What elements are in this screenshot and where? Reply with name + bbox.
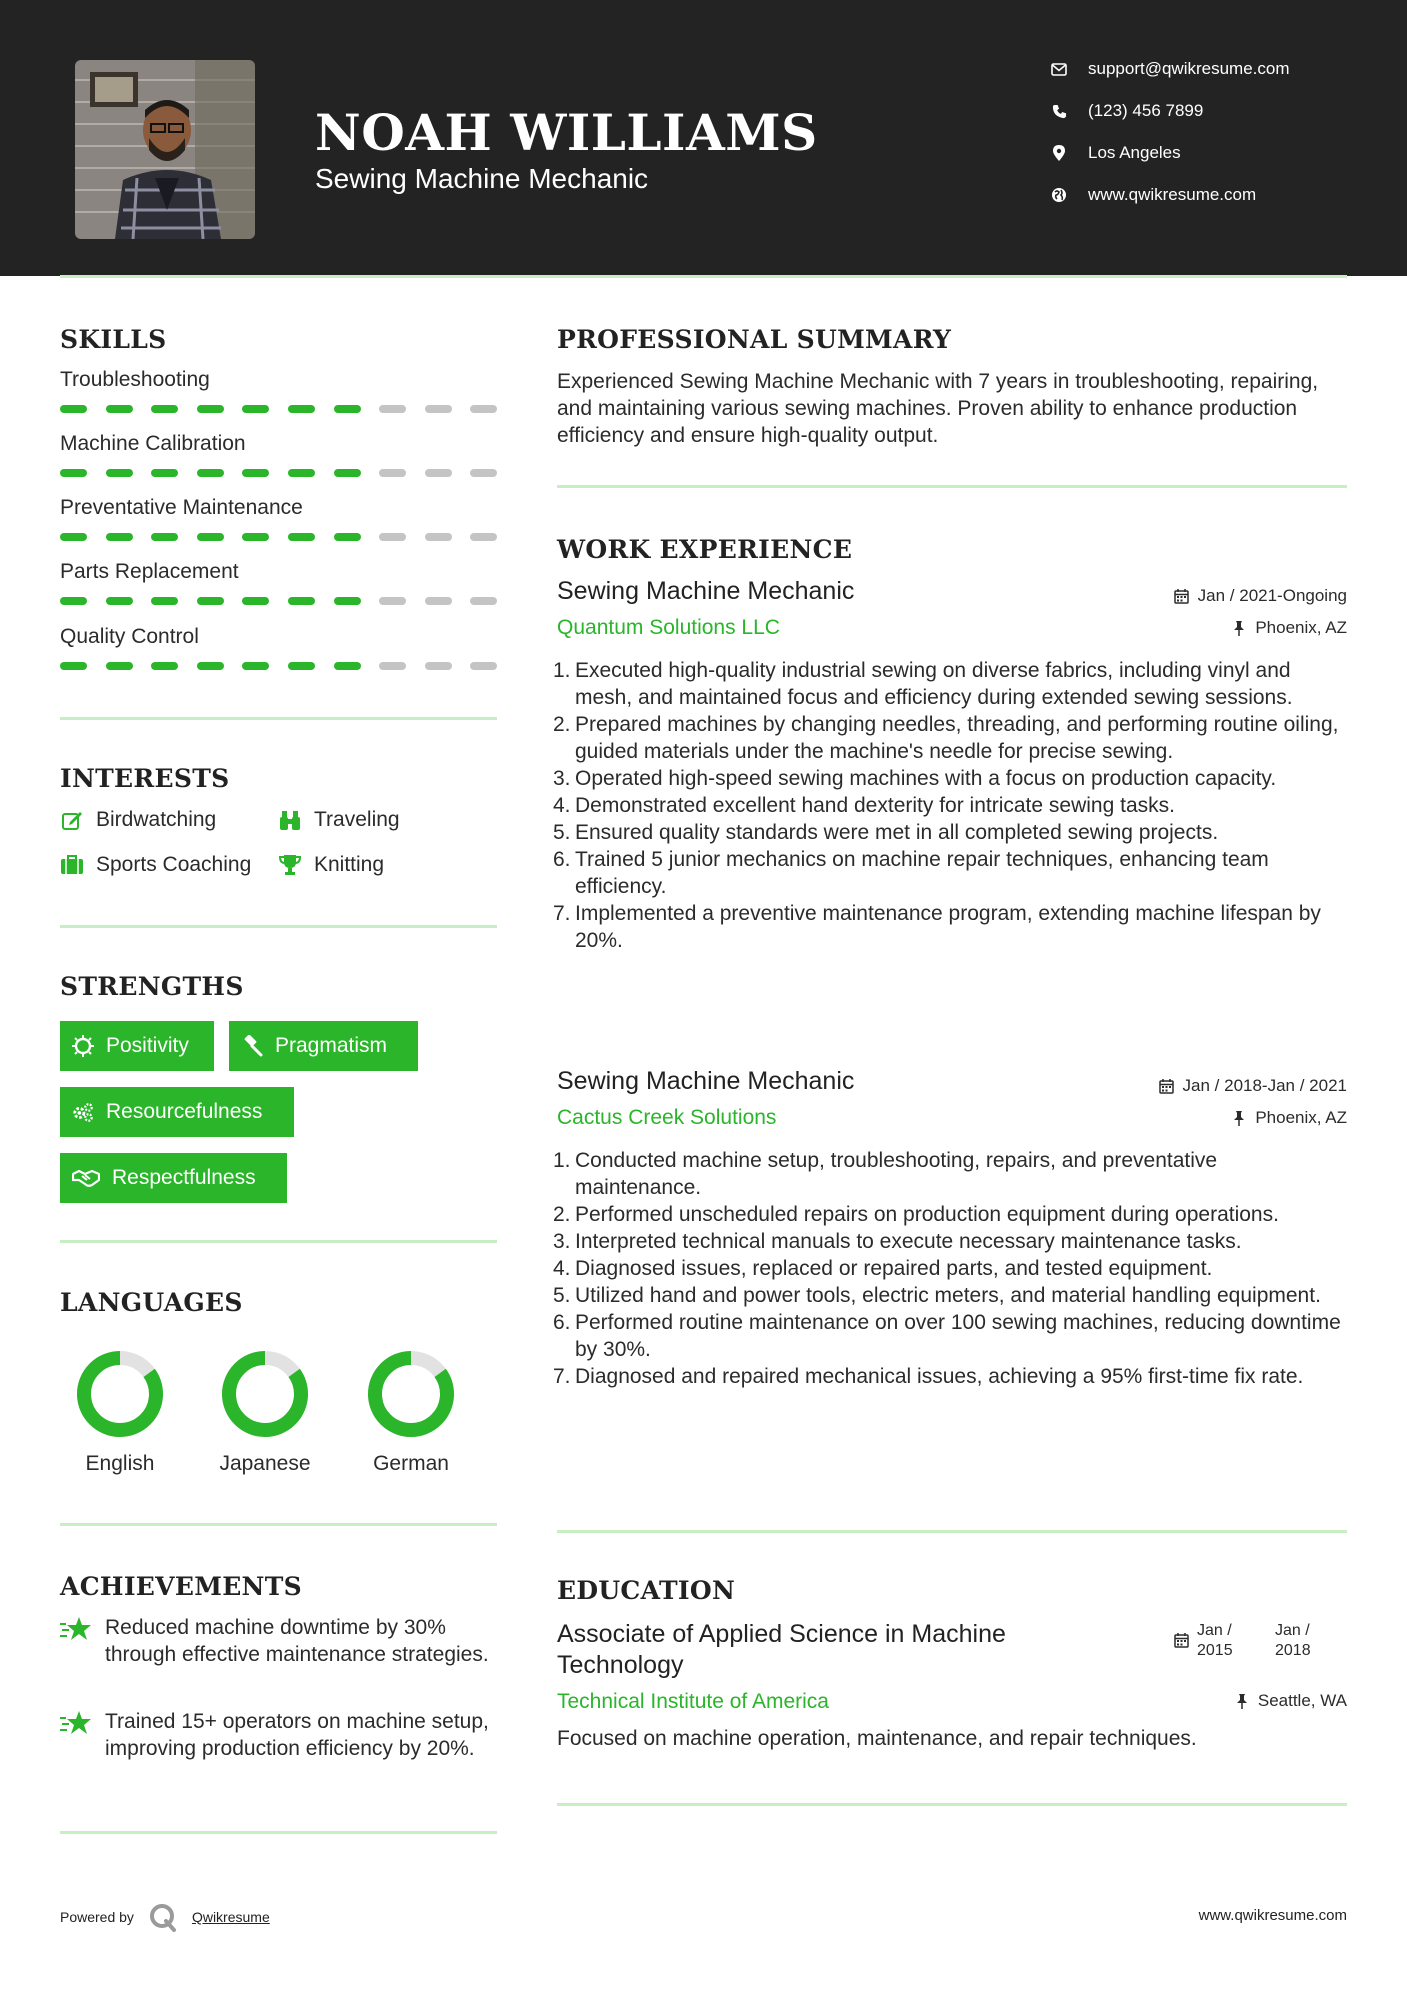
company-name: Cactus Creek Solutions xyxy=(557,1106,777,1129)
interest-label: Traveling xyxy=(314,808,400,831)
list-number: 1. xyxy=(553,659,571,682)
language-item xyxy=(65,1348,175,1476)
skill-dot-empty xyxy=(425,597,452,605)
skill-dot-filled xyxy=(288,405,315,413)
skill-dot-filled xyxy=(151,469,178,477)
skill-dot-empty xyxy=(379,662,406,670)
skill-dot-filled xyxy=(197,662,224,670)
list-number: 1. xyxy=(553,1149,571,1172)
responsibility-item xyxy=(553,711,1347,765)
qwikresume-logo-icon xyxy=(148,1902,178,1932)
skill-label: Machine Calibration xyxy=(60,432,246,455)
calendar-icon xyxy=(1159,1078,1175,1094)
responsibility-item xyxy=(553,1147,1347,1201)
skill-dot-filled xyxy=(242,597,269,605)
language-proficiency-ring xyxy=(74,1348,166,1440)
strength-label: Positivity xyxy=(106,1034,189,1057)
qwikresume-link[interactable]: Qwikresume xyxy=(191,1909,270,1925)
achievements-heading: ACHIEVEMENTS xyxy=(60,1572,302,1601)
skill-dot-filled xyxy=(60,662,87,670)
skills-heading: SKILLS xyxy=(60,325,167,354)
responsibility-text: Interpreted technical manuals to execute necessary maintenance tasks. xyxy=(575,1230,1242,1253)
skill-dot-filled xyxy=(151,597,178,605)
section-divider xyxy=(557,1530,1347,1533)
skill-level-meter xyxy=(60,405,497,413)
education-heading: EDUCATION xyxy=(557,1576,736,1605)
candidate-title: Sewing Machine Mechanic xyxy=(315,163,649,194)
skill-dot-empty xyxy=(379,597,406,605)
education-end: Jan / 2018 xyxy=(1275,1622,1311,1659)
job-date-text: Jan / 2018-Jan / 2021 xyxy=(1182,1076,1347,1095)
language-name: German xyxy=(373,1452,449,1475)
strength-badge xyxy=(60,1153,287,1203)
responsibility-item xyxy=(553,846,1347,900)
education-location-text: Seattle, WA xyxy=(1257,1691,1347,1710)
interest-item xyxy=(60,853,251,877)
pushpin-icon xyxy=(1234,1693,1250,1709)
list-number: 2. xyxy=(553,1203,571,1226)
pushpin-icon xyxy=(1231,620,1247,636)
list-number: 7. xyxy=(553,902,571,925)
list-number: 6. xyxy=(553,1311,571,1334)
skill-dot-filled xyxy=(334,469,361,477)
skill-dot-filled xyxy=(197,405,224,413)
skill-dot-empty xyxy=(425,469,452,477)
skill-dot-filled xyxy=(288,469,315,477)
skill-level-meter xyxy=(60,469,497,477)
profile-photo xyxy=(75,60,255,239)
resume-header xyxy=(0,0,1407,276)
interest-label: Birdwatching xyxy=(96,808,217,831)
strength-badge xyxy=(229,1021,418,1071)
education-start: Jan / 2015 xyxy=(1197,1622,1233,1659)
list-number: 5. xyxy=(553,821,571,844)
job-location xyxy=(1231,618,1347,638)
handshake-icon xyxy=(72,1167,100,1189)
responsibility-text: Conducted machine setup, troubleshooting, repairs, and preventative maintenance. xyxy=(575,1149,1218,1199)
skill-level-meter xyxy=(60,597,497,605)
responsibility-item xyxy=(553,819,1347,846)
responsibility-item xyxy=(553,900,1347,954)
strengths-heading: STRENGTHS xyxy=(60,972,244,1001)
skill-dot-empty xyxy=(425,405,452,413)
footer-website[interactable]: www.qwikresume.com xyxy=(1198,1907,1347,1924)
calendar-icon xyxy=(1173,1632,1189,1648)
skill-label: Preventative Maintenance xyxy=(60,496,303,519)
powered-by-text: Powered by xyxy=(60,1909,134,1925)
responsibility-item xyxy=(553,1282,1347,1309)
skill-dot-filled xyxy=(288,597,315,605)
experience-heading: WORK EXPERIENCE xyxy=(557,535,853,564)
contact-email-text: support@qwikresume.com xyxy=(1088,59,1290,78)
skill-dot-filled xyxy=(242,533,269,541)
skill-dot-filled xyxy=(60,533,87,541)
footer-powered-by xyxy=(60,1902,270,1932)
school-name: Technical Institute of America xyxy=(557,1690,829,1713)
skill-dot-empty xyxy=(470,662,497,670)
skill-dot-empty xyxy=(379,533,406,541)
skill-dot-filled xyxy=(60,597,87,605)
skill-dot-empty xyxy=(379,405,406,413)
skill-dot-filled xyxy=(106,597,133,605)
skill-dot-filled xyxy=(106,533,133,541)
responsibility-text: Operated high-speed sewing machines with a focus on production capacity. xyxy=(575,767,1277,790)
job-date xyxy=(1174,586,1347,606)
responsibility-text: Performed routine maintenance on over 100 sewing machines, reducing downtime by 30%. xyxy=(575,1311,1341,1361)
responsibility-item xyxy=(553,657,1347,711)
contact-phone-text: (123) 456 7899 xyxy=(1088,101,1204,120)
language-proficiency-ring xyxy=(219,1348,311,1440)
summary-text: Experienced Sewing Machine Mechanic with 7 years in troubleshooting, repairing, and maintaining various sewing machines. Proven ability to enhance production efficiency and ensure high-quality output. xyxy=(557,370,1319,447)
responsibility-text: Diagnosed and repaired mechanical issues, achieving a 95% first-time fix rate. xyxy=(575,1365,1304,1388)
skill-dot-filled xyxy=(242,662,269,670)
list-number: 2. xyxy=(553,713,571,736)
summary-heading: PROFESSIONAL SUMMARY xyxy=(557,325,952,354)
interest-label: Sports Coaching xyxy=(96,853,252,876)
responsibility-text: Trained 5 junior mechanics on machine repair techniques, enhancing team efficiency. xyxy=(575,848,1269,898)
skill-dot-filled xyxy=(151,533,178,541)
responsibility-text: Demonstrated excellent hand dexterity for intricate sewing tasks. xyxy=(575,794,1175,817)
list-number: 7. xyxy=(553,1365,571,1388)
skill-dot-filled xyxy=(288,533,315,541)
calendar-icon xyxy=(1174,588,1190,604)
job-location-text: Phoenix, AZ xyxy=(1255,1108,1347,1127)
skill-dot-filled xyxy=(242,469,269,477)
section-divider xyxy=(557,485,1347,488)
skill-dot-filled xyxy=(288,662,315,670)
language-item xyxy=(210,1348,320,1476)
job-location xyxy=(1231,1108,1347,1128)
list-number: 4. xyxy=(553,1257,571,1280)
section-divider xyxy=(60,925,497,928)
globe-icon xyxy=(1050,186,1068,204)
responsibility-item xyxy=(553,1228,1347,1255)
section-divider xyxy=(60,1240,497,1243)
responsibility-item xyxy=(553,765,1347,792)
section-divider xyxy=(60,1831,497,1834)
briefcase-icon xyxy=(60,853,84,877)
skill-label: Troubleshooting xyxy=(60,368,210,391)
pushpin-icon xyxy=(1231,1110,1247,1126)
strength-label: Resourcefulness xyxy=(106,1100,263,1123)
interest-item xyxy=(278,853,384,877)
skill-dot-empty xyxy=(425,533,452,541)
skill-dot-empty xyxy=(425,662,452,670)
skill-dot-filled xyxy=(151,405,178,413)
star-badge-icon xyxy=(60,1710,90,1736)
trophy-icon xyxy=(278,853,302,877)
responsibility-item xyxy=(553,1363,1347,1390)
education-description: Focused on machine operation, maintenance, and repair techniques. xyxy=(557,1727,1197,1750)
education-location xyxy=(1234,1691,1347,1711)
skill-dot-filled xyxy=(106,662,133,670)
skill-dot-filled xyxy=(106,469,133,477)
interest-item xyxy=(278,808,400,832)
binoculars-icon xyxy=(278,808,302,832)
list-number: 3. xyxy=(553,767,571,790)
list-number: 3. xyxy=(553,1230,571,1253)
languages-heading: LANGUAGES xyxy=(60,1288,243,1317)
contact-email[interactable] xyxy=(1050,56,1290,82)
gears-icon xyxy=(72,1101,94,1123)
job-date-text: Jan / 2021-Ongoing xyxy=(1197,586,1347,605)
skill-level-meter xyxy=(60,533,497,541)
responsibility-text: Executed high-quality industrial sewing on diverse fabrics, including vinyl and mesh, and maintained focus and efficiency during extended sewing sessions. xyxy=(575,659,1293,709)
language-proficiency-ring xyxy=(365,1348,457,1440)
language-item xyxy=(356,1348,466,1476)
edit-icon xyxy=(60,808,84,832)
skill-dot-filled xyxy=(151,662,178,670)
contact-location xyxy=(1050,140,1181,166)
skill-dot-filled xyxy=(197,469,224,477)
responsibility-text: Utilized hand and power tools, electric meters, and material handling equipment. xyxy=(575,1284,1321,1307)
list-number: 4. xyxy=(553,794,571,817)
company-name: Quantum Solutions LLC xyxy=(557,616,780,639)
strength-label: Pragmatism xyxy=(275,1034,388,1057)
language-name: Japanese xyxy=(219,1452,311,1475)
responsibility-item xyxy=(553,1255,1347,1282)
map-pin-icon xyxy=(1050,144,1068,162)
job-role: Sewing Machine Mechanic xyxy=(557,577,855,605)
responsibility-text: Prepared machines by changing needles, threading, and performing routine oiling, guided materials under the machine's needle for precise sewing. xyxy=(575,713,1339,763)
skill-dot-filled xyxy=(60,405,87,413)
strength-badge xyxy=(60,1021,214,1071)
skill-dot-filled xyxy=(197,533,224,541)
contact-website[interactable] xyxy=(1050,182,1256,208)
candidate-name: NOAH WILLIAMS xyxy=(315,103,818,162)
list-number: 5. xyxy=(553,1284,571,1307)
strength-badge xyxy=(60,1087,294,1137)
list-number: 6. xyxy=(553,848,571,871)
interest-item xyxy=(60,808,216,832)
skill-dot-filled xyxy=(242,405,269,413)
skill-dot-empty xyxy=(470,405,497,413)
interest-label: Knitting xyxy=(314,853,385,876)
responsibility-text: Implemented a preventive maintenance program, extending machine lifespan by 20%. xyxy=(575,902,1321,952)
skill-dot-empty xyxy=(470,533,497,541)
envelope-icon xyxy=(1050,60,1068,78)
skill-dot-filled xyxy=(334,662,361,670)
achievement-text: Reduced machine downtime by 30% through effective maintenance strategies. xyxy=(105,1616,489,1666)
section-divider xyxy=(557,1803,1347,1806)
responsibility-text: Performed unscheduled repairs on production equipment during operations. xyxy=(575,1203,1279,1226)
responsibility-item xyxy=(553,1201,1347,1228)
responsibility-text: Ensured quality standards were met in all completed sewing projects. xyxy=(575,821,1219,844)
responsibility-text: Diagnosed issues, replaced or repaired parts, and tested equipment. xyxy=(575,1257,1213,1280)
education-date xyxy=(1173,1632,1197,1648)
section-divider xyxy=(60,717,497,720)
skill-dot-filled xyxy=(197,597,224,605)
job-responsibilities xyxy=(553,1147,1347,1390)
job-responsibilities xyxy=(553,657,1347,954)
skill-level-meter xyxy=(60,662,497,670)
contact-website-text: www.qwikresume.com xyxy=(1088,185,1257,204)
skill-dot-empty xyxy=(470,597,497,605)
contact-phone[interactable] xyxy=(1050,98,1203,124)
skill-dot-empty xyxy=(470,469,497,477)
skill-dot-filled xyxy=(334,597,361,605)
section-divider xyxy=(60,1523,497,1526)
degree-name: Associate of Applied Science in Machine Technology xyxy=(557,1620,1006,1679)
skill-dot-filled xyxy=(106,405,133,413)
job-date xyxy=(1159,1076,1347,1096)
skill-label: Quality Control xyxy=(60,625,199,648)
gavel-icon xyxy=(241,1035,263,1057)
interests-heading: INTERESTS xyxy=(60,764,230,793)
skill-label: Parts Replacement xyxy=(60,560,239,583)
achievement-text: Trained 15+ operators on machine setup, improving production efficiency by 20%. xyxy=(105,1710,489,1760)
skill-dot-filled xyxy=(334,533,361,541)
skill-dot-empty xyxy=(379,469,406,477)
phone-icon xyxy=(1050,102,1068,120)
strength-label: Respectfulness xyxy=(112,1166,256,1189)
contact-location-text: Los Angeles xyxy=(1088,143,1181,162)
language-name: English xyxy=(85,1452,155,1475)
job-location-text: Phoenix, AZ xyxy=(1255,618,1347,637)
star-badge-icon xyxy=(60,1616,90,1642)
skill-dot-filled xyxy=(334,405,361,413)
responsibility-item xyxy=(553,1309,1347,1363)
skill-dot-filled xyxy=(60,469,87,477)
sun-icon xyxy=(72,1035,94,1057)
responsibility-item xyxy=(553,792,1347,819)
header-divider xyxy=(60,275,1347,278)
job-role: Sewing Machine Mechanic xyxy=(557,1067,855,1095)
